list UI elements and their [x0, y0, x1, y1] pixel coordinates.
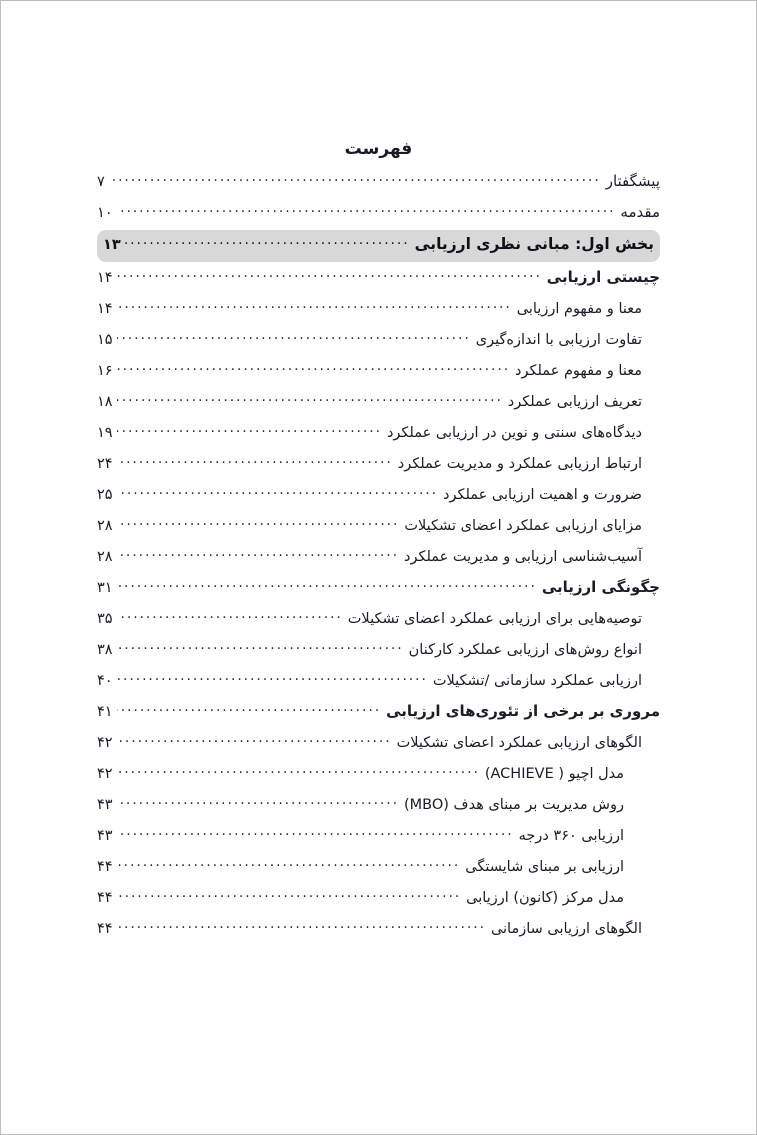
toc-entry-title: چگونگی ارزیابی	[541, 578, 660, 596]
toc-page-number: ۲۵	[97, 487, 113, 503]
toc-entry-title: مدل مرکز (کانون) ارزیابی	[466, 890, 624, 906]
toc-page-number: ۴۳	[97, 828, 113, 844]
toc-entry-title: معنا و مفهوم عملکرد	[515, 363, 642, 379]
toc-entry-row[interactable]	[97, 604, 660, 635]
toc-entry-title: مزایای ارزیابی عملکرد اعضای تشکیلات	[404, 518, 642, 534]
toc-page-number: ۱۳	[103, 237, 121, 253]
toc-dot-leader	[109, 170, 601, 186]
toc-entry-title: ضرورت و اهمیت ارزیابی عملکرد	[443, 487, 642, 503]
toc-entry-row[interactable]	[97, 635, 660, 666]
toc-entry-title: دیدگاه‌های سنتی و نوین در ارزیابی عملکرد	[386, 425, 642, 441]
toc-entry-row[interactable]	[97, 198, 660, 229]
toc-page-number: ۳۱	[97, 580, 113, 596]
toc-entry-row[interactable]	[97, 821, 660, 852]
toc-page-number: ۱۶	[97, 363, 113, 379]
toc-entry-row[interactable]	[97, 542, 660, 573]
toc-entry-title: ارزیابی ۳۶۰ درجه	[518, 828, 624, 844]
toc-entry-row[interactable]	[97, 294, 660, 325]
toc-entry-row[interactable]	[97, 511, 660, 542]
toc-dot-leader	[117, 452, 393, 468]
toc-entry-title: الگوهای ارزیابی سازمانی	[490, 921, 642, 937]
toc-page-number: ۲۸	[97, 549, 113, 565]
toc-dot-leader	[117, 359, 510, 375]
toc-entry-title: تعریف ارزیابی عملکرد	[507, 394, 642, 410]
toc-dot-leader	[117, 886, 462, 902]
toc-dot-leader	[117, 297, 512, 313]
toc-page-number: ۴۱	[97, 704, 113, 720]
toc-entry-title: آسیب‌شناسی ارزیابی و مدیریت عملکرد	[403, 549, 642, 565]
toc-entry-row[interactable]	[97, 325, 660, 356]
toc-page-number: ۳۵	[97, 611, 113, 627]
toc-page-number: ۴۴	[97, 890, 113, 906]
toc-page-number: ۲۴	[97, 456, 113, 472]
toc-dot-leader	[117, 731, 392, 747]
toc-entry-title: الگوهای ارزیابی عملکرد اعضای تشکیلات	[396, 735, 642, 751]
toc-entry-title: مروری بر برخی از تئوری‌های ارزیابی	[386, 702, 660, 720]
toc-page-number: ۴۲	[97, 735, 113, 751]
toc-dot-leader	[117, 917, 486, 933]
toc-entry-row[interactable]	[97, 697, 660, 728]
toc-dot-leader	[117, 514, 400, 530]
toc-dot-leader	[117, 576, 537, 592]
toc-page-number: ۱۹	[97, 425, 113, 441]
toc-entry-title: معنا و مفهوم ارزیابی	[516, 301, 642, 317]
toc-page-number: ۷	[97, 174, 105, 190]
toc-dot-leader	[117, 328, 471, 344]
toc-dot-leader	[117, 762, 480, 778]
toc-entry-title: ارزیابی بر مبنای شایستگی	[465, 859, 624, 875]
toc-section-row[interactable]	[97, 230, 660, 262]
toc-entry-title: روش مدیریت بر مبنای هدف (MBO)	[403, 797, 624, 813]
toc-page-number: ۱۰	[97, 205, 113, 221]
toc-entry-title: ارتباط ارزیابی عملکرد و مدیریت عملکرد	[397, 456, 642, 472]
toc-dot-leader	[117, 483, 438, 499]
toc-dot-leader	[117, 793, 399, 809]
toc-page-number: ۳۸	[97, 642, 113, 658]
toc-entry-title: چیستی ارزیابی	[546, 268, 660, 286]
toc-dot-leader	[117, 266, 542, 282]
toc-entry-title: تفاوت ارزیابی با اندازه‌گیری	[475, 332, 642, 348]
toc-entry-row[interactable]	[97, 883, 660, 914]
toc-entry-row[interactable]	[97, 852, 660, 883]
toc-entry-row[interactable]	[97, 573, 660, 604]
toc-dot-leader	[117, 638, 404, 654]
toc-dot-leader	[117, 669, 428, 685]
toc-entry-title: مدل اچیو ( ACHIEVE)	[484, 766, 624, 782]
toc-dot-leader	[117, 824, 514, 840]
toc-dot-leader	[117, 607, 343, 623]
toc-page-number: ۴۰	[97, 673, 113, 689]
toc-page-number: ۱۴	[97, 270, 113, 286]
page-title: فهرست	[344, 139, 413, 159]
toc-page-number: ۴۲	[97, 766, 113, 782]
toc-entry-row[interactable]	[97, 167, 660, 198]
toc-page-number: ۱۴	[97, 301, 113, 317]
toc-dot-leader	[117, 201, 616, 217]
toc-entry-title: انواع روش‌های ارزیابی عملکرد کارکنان	[408, 642, 642, 658]
toc-entry-title: توصیه‌هایی برای ارزیابی عملکرد اعضای تشکیلات	[347, 611, 642, 627]
toc-entry-row[interactable]	[97, 387, 660, 418]
toc-dot-leader	[117, 390, 503, 406]
table-of-contents-list	[97, 167, 660, 945]
toc-dot-leader	[117, 421, 382, 437]
toc-entry-row[interactable]	[97, 356, 660, 387]
toc-dot-leader	[117, 545, 399, 561]
toc-page-number: ۴۴	[97, 921, 113, 937]
toc-entry-title: پیشگفتار	[605, 172, 660, 190]
toc-page-number: ۱۸	[97, 394, 113, 410]
toc-dot-leader	[117, 700, 381, 716]
toc-entry-row[interactable]	[97, 728, 660, 759]
toc-entry-title: مقدمه	[620, 203, 660, 221]
toc-entry-row[interactable]	[97, 914, 660, 945]
toc-entry-row[interactable]	[97, 418, 660, 449]
toc-entry-title: بخش اول: مبانی نظری ارزیابی	[414, 235, 654, 253]
toc-page-number: ۴۴	[97, 859, 113, 875]
toc-entry-row[interactable]	[97, 666, 660, 697]
toc-entry-row[interactable]	[97, 263, 660, 294]
toc-dot-leader	[125, 233, 410, 249]
toc-entry-row[interactable]	[97, 449, 660, 480]
toc-entry-row[interactable]	[97, 759, 660, 790]
toc-page-number: ۴۳	[97, 797, 113, 813]
toc-entry-title: ارزیابی عملکرد سازمانی /تشکیلات	[432, 673, 642, 689]
toc-page-number: ۲۸	[97, 518, 113, 534]
toc-entry-row[interactable]	[97, 790, 660, 821]
toc-dot-leader	[117, 855, 461, 871]
toc-entry-row[interactable]	[97, 480, 660, 511]
toc-page-number: ۱۵	[97, 332, 113, 348]
